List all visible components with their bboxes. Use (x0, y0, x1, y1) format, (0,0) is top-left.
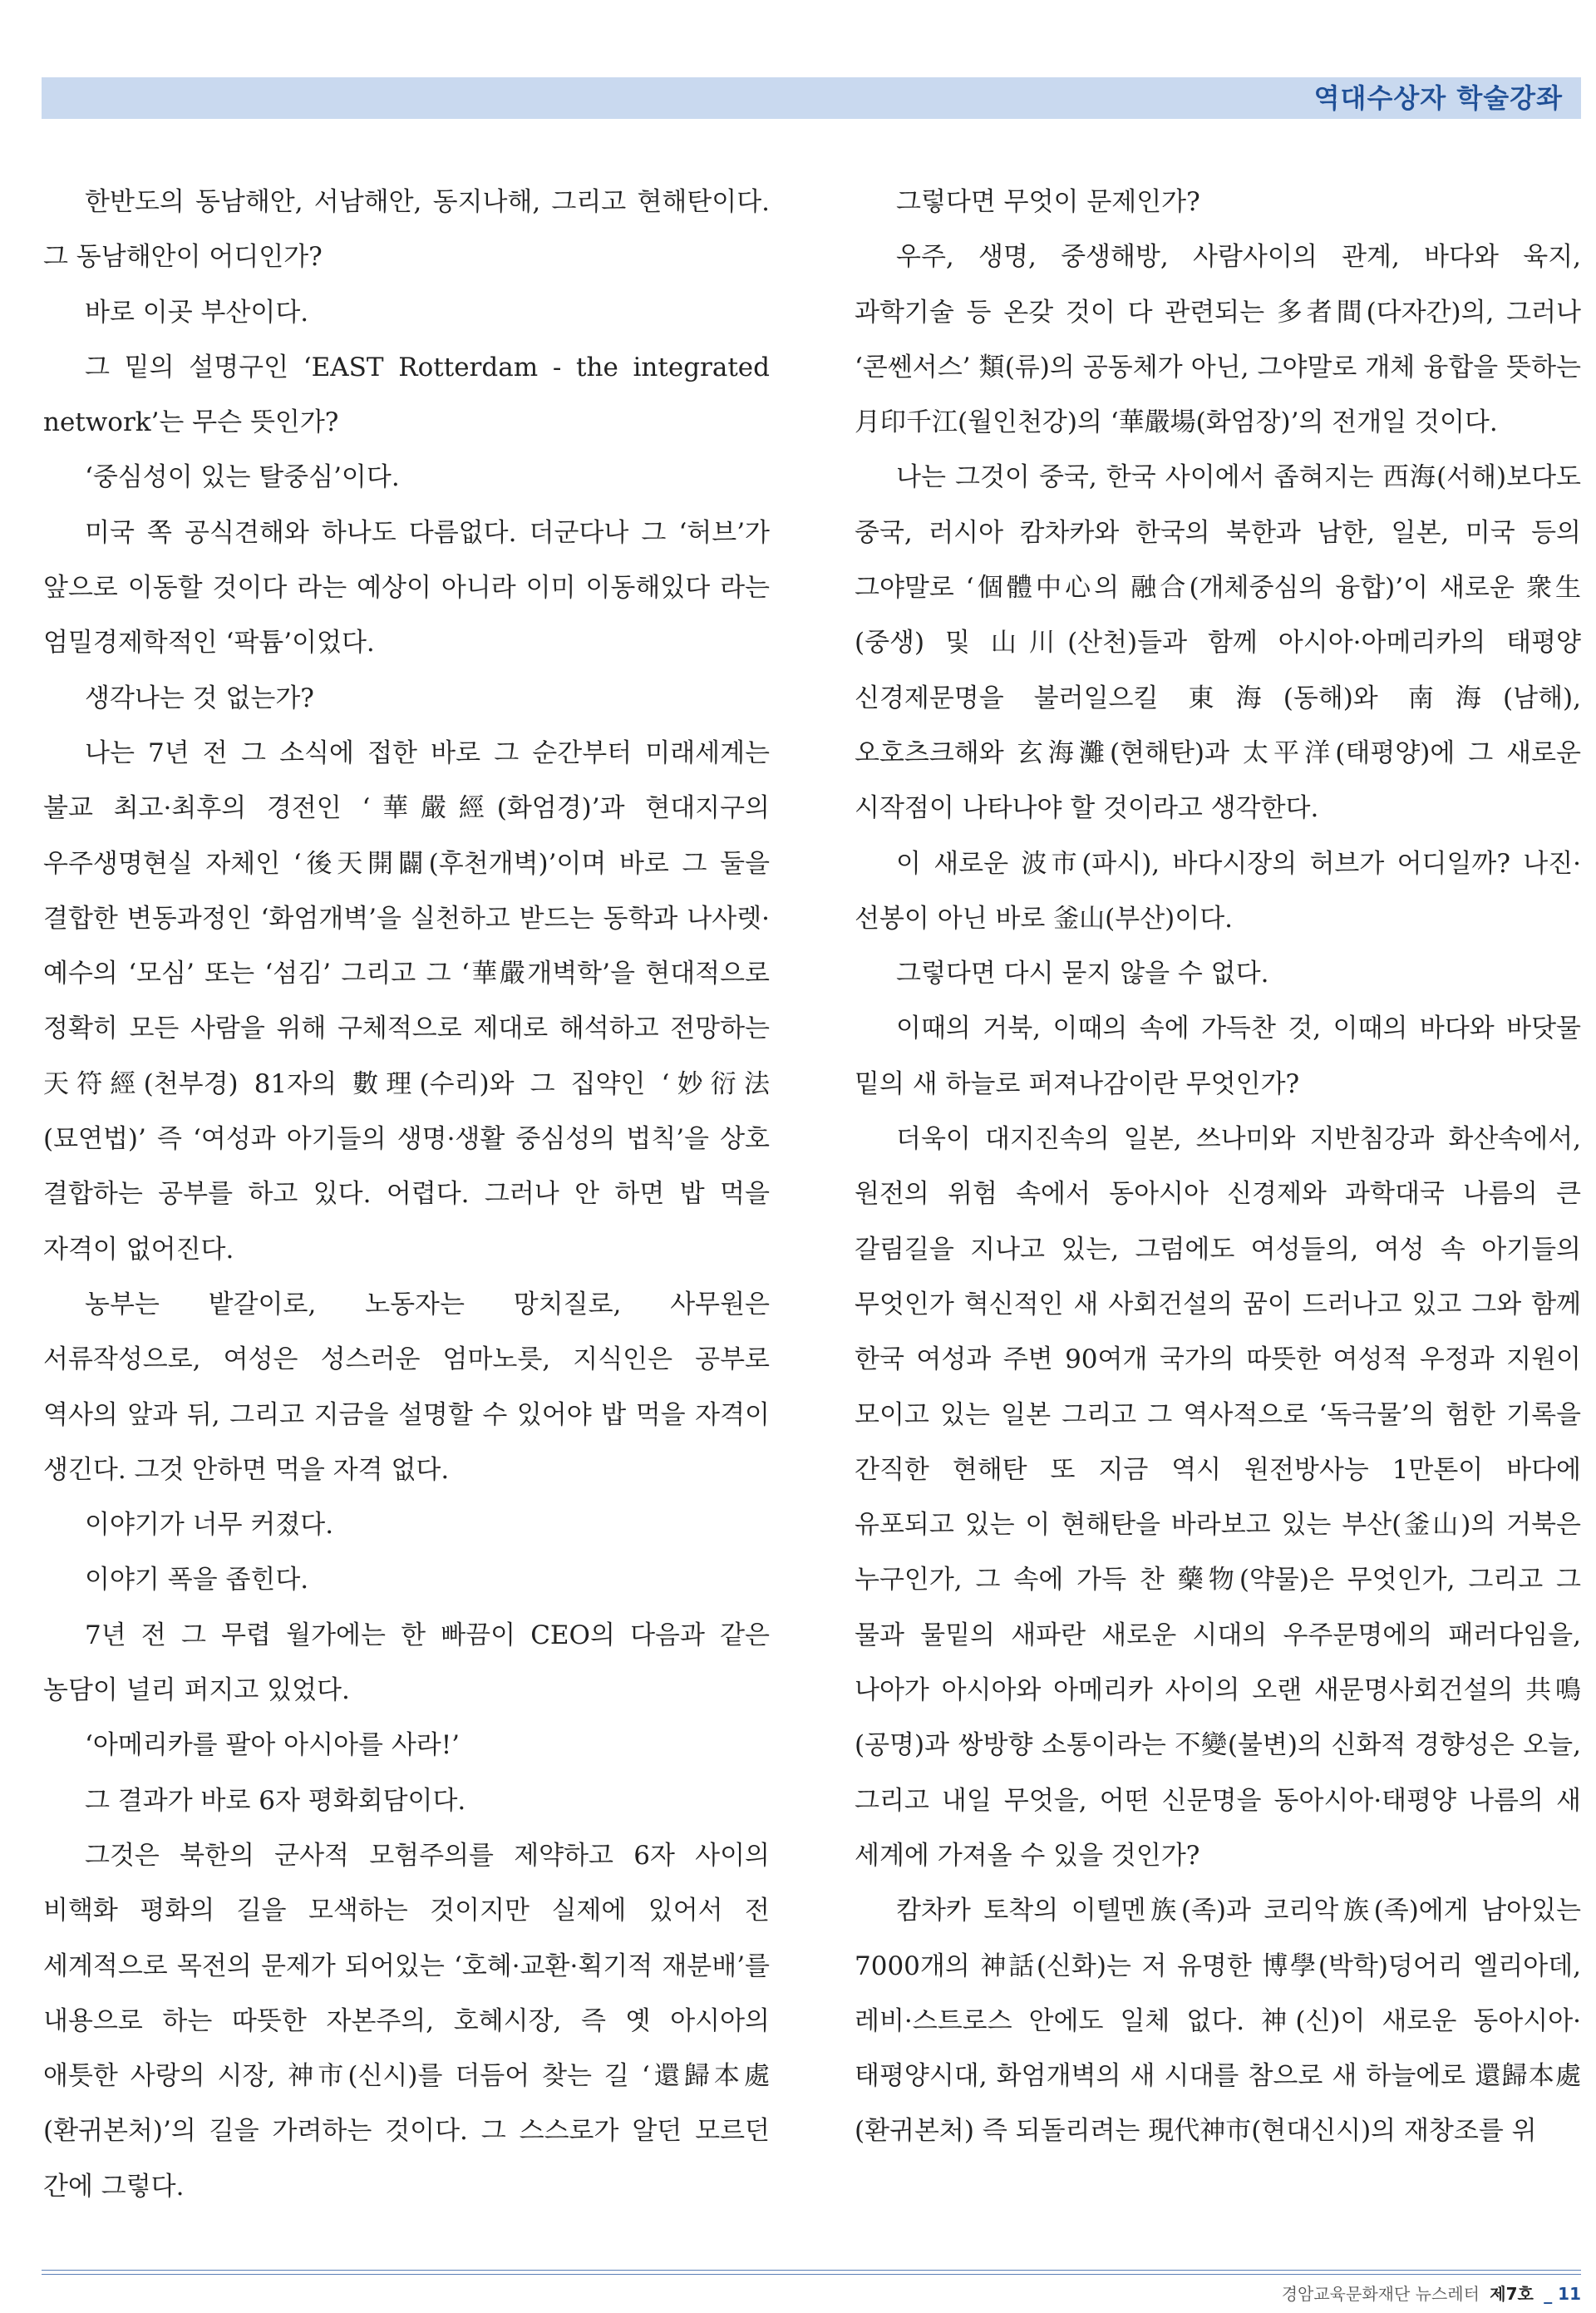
section-title: 역대수상자 학술강좌 (1313, 82, 1563, 114)
paragraph: 7년 전 그 무렵 월가에는 한 빠끔이 CEO의 다음과 같은 농담이 널리 퍼지고 있었다. (43, 1620, 770, 1706)
paragraph: 그렇다면 다시 묻지 않을 수 없다. (896, 959, 1269, 989)
paragraph: 농부는 밭갈이로, 노동자는 망치질로, 사무원은 서류작성으로, 여성은 성스러운 엄마노릇, 지식인은 공부로 역사의 앞과 뒤, 그리고 지금을 설명할 수 있어야 밥 먹을 자격이 생긴다. 그것 안하면 먹을 자격 없다. (43, 1289, 770, 1485)
paragraph: 나는 그것이 중국, 한국 사이에서 좁혀지는 西海(서해)보다도 중국, 러시아 캄차카와 한국의 북한과 남한, 일본, 미국 등의 그야말로 ‘個體中心의 融合(개체중심의 융합)’이 새로운 衆生(중생) 및 山川(산천)들과 함께 아시아·아메리카의 태평양 신경제문명을 불러일으킬 東海(동해)와 南海(남해), 오호츠크해와 玄海灘(현해탄)과 太平洋(태평양)에 그 새로운 시작점이 나타나야 할 것이라고 생각한다. (855, 462, 1581, 824)
page-number: _ 11 (1544, 2284, 1581, 2304)
publication-name: 경암교육문화재단 뉴스레터 (1281, 2284, 1480, 2304)
paragraph: 그 밑의 설명구인 ‘EAST Rotterdam - the integrated network’는 무슨 뜻인가? (43, 352, 770, 438)
paragraph: 이야기가 너무 커졌다. (85, 1510, 334, 1541)
paragraph: 이야기 폭을 좁힌다. (85, 1565, 309, 1595)
paragraph: 한반도의 동남해안, 서남해안, 동지나해, 그리고 현해탄이다. 그 동남해안이 어디인가? (43, 187, 770, 273)
paragraph: 우주, 생명, 중생해방, 사람사이의 관계, 바다와 육지, 과학기술 등 온갖 것이 다 관련되는 多者間(다자간)의, 그러나 ‘콘쎈서스’ 類(류)의 공동체가 아닌, 그야말로 개체 융합을 뜻하는 月印千江(월인천강)의 ‘華嚴場(화엄장)’의 전개일 것이다. (855, 242, 1581, 438)
issue-number: 제7호 (1490, 2284, 1534, 2304)
paragraph: ‘중심성이 있는 탈중심’이다. (85, 462, 400, 493)
header-band (42, 77, 1581, 119)
paragraph: 나는 7년 전 그 소식에 접한 바로 그 순간부터 미래세계는 불교 최고·최후의 경전인 ‘華嚴經(화엄경)’과 현대지구의 우주생명현실 자체인 ‘後天開闢(후천개벽)’이며 바로 그 둘을 결합한 변동과정인 ‘화엄개벽’을 실천하고 받드는 동학과 나사렛·예수의 ‘모심’ 또는 ‘섬김’ 그리고 그 ‘華嚴개벽학’을 현대적으로 정확히 모든 사람을 위해 구체적으로 제대로 해석하고 전망하는 天符經(천부경) 81자의 數理(수리)와 그 집약인 ‘妙衍法(묘연법)’ 즉 ‘여성과 아기들의 생명·생활 중심성의 법칙’을 상호 결합하는 공부를 하고 있다. 어렵다. 그러나 안 하면 밥 먹을 자격이 없어진다. (43, 737, 770, 1265)
paragraph: 그렇다면 무엇이 문제인가? (896, 187, 1200, 217)
paragraph: ‘아메리카를 팔아 아시아를 사라!’ (85, 1730, 461, 1761)
paragraph: 그 결과가 바로 6자 평화회담이다. (85, 1785, 466, 1816)
paragraph: 캄차카 토착의 이텔멘族(족)과 코리악族(족)에게 남아있는 7000개의 神話(신화)는 저 유명한 博學(박학)덩어리 엘리아데, 레비·스트로스 안에도 일체 없다. 神(신)이 새로운 동아시아·태평양시대, 화엄개벽의 새 시대를 참으로 새 하늘에로 還歸本處(환귀본처) 즉 되돌리려는 現代神市(현대신시)의 재창조를 위 (855, 1896, 1581, 2147)
paragraph: 생각나는 것 없는가? (85, 683, 314, 713)
footer-rule (42, 2270, 1581, 2275)
right-column (855, 175, 1581, 2159)
paragraph: 바로 이곳 부산이다. (85, 297, 309, 328)
paragraph: 더욱이 대지진속의 일본, 쓰나미와 지반침강과 화산속에서, 원전의 위험 속에서 동아시아 신경제와 과학대국 나름의 큰 갈림길을 지나고 있는, 그럼에도 여성들의, 여성 속 아기들의 무엇인가 혁신적인 새 사회건설의 꿈이 드러나고 있고 그와 함께 한국 여성과 주변 90여개 국가의 따뜻한 여성적 우정과 지원이 모이고 있는 일본 그리고 그 역사적으로 ‘독극물’의 험한 기록을 간직한 현해탄 또 지금 역시 원전방사능 1만톤이 바다에 유포되고 있는 이 현해탄을 바라보고 있는 부산(釜山)의 거북은 누구인가, 그 속에 가득 찬 藥物(약물)은 무엇인가, 그리고 그 물과 물밑의 새파란 새로운 시대의 우주문명에의 패러다임을, 나아가 아시아와 아메리카 사이의 오랜 새문명사회건설의 共鳴(공명)과 쌍방향 소통이라는 不變(불변)의 신화적 경향성은 오늘, 그리고 내일 무엇을, 어떤 신문명을 동아시아·태평양 나름의 새 세계에 가져올 수 있을 것인가? (855, 1124, 1581, 1871)
paragraph: 이때의 거북, 이때의 속에 가득찬 것, 이때의 바다와 바닷물 밑의 새 하늘로 퍼져나감이란 무엇인가? (855, 1013, 1581, 1099)
paragraph: 미국 쪽 공식견해와 하나도 다름없다. 더군다나 그 ‘허브’가 앞으로 이동할 것이다 라는 예상이 아니라 이미 이동해있다 라는 엄밀경제학적인 ‘팍튬’이었다. (43, 517, 770, 658)
left-column (43, 175, 770, 2214)
paragraph: 그것은 북한의 군사적 모험주의를 제약하고 6자 사이의 비핵화 평화의 길을 모색하는 것이지만 실제에 있어서 전 세계적으로 목전의 문제가 되어있는 ‘호혜·교환·획기적 재분배’를 내용으로 하는 따뜻한 자본주의, 호혜시장, 즉 옛 아시아의 애틋한 사랑의 시장, 神市(신시)를 더듬어 찾는 길 ‘還歸本處(환귀본처)’의 길을 가려하는 것이다. 그 스스로가 알던 모르던 간에 그렇다. (43, 1840, 770, 2202)
footer (1282, 2281, 1581, 2306)
paragraph: 이 새로운 波市(파시), 바다시장의 허브가 어디일까? 나진·선봉이 아닌 바로 釜山(부산)이다. (855, 848, 1581, 934)
